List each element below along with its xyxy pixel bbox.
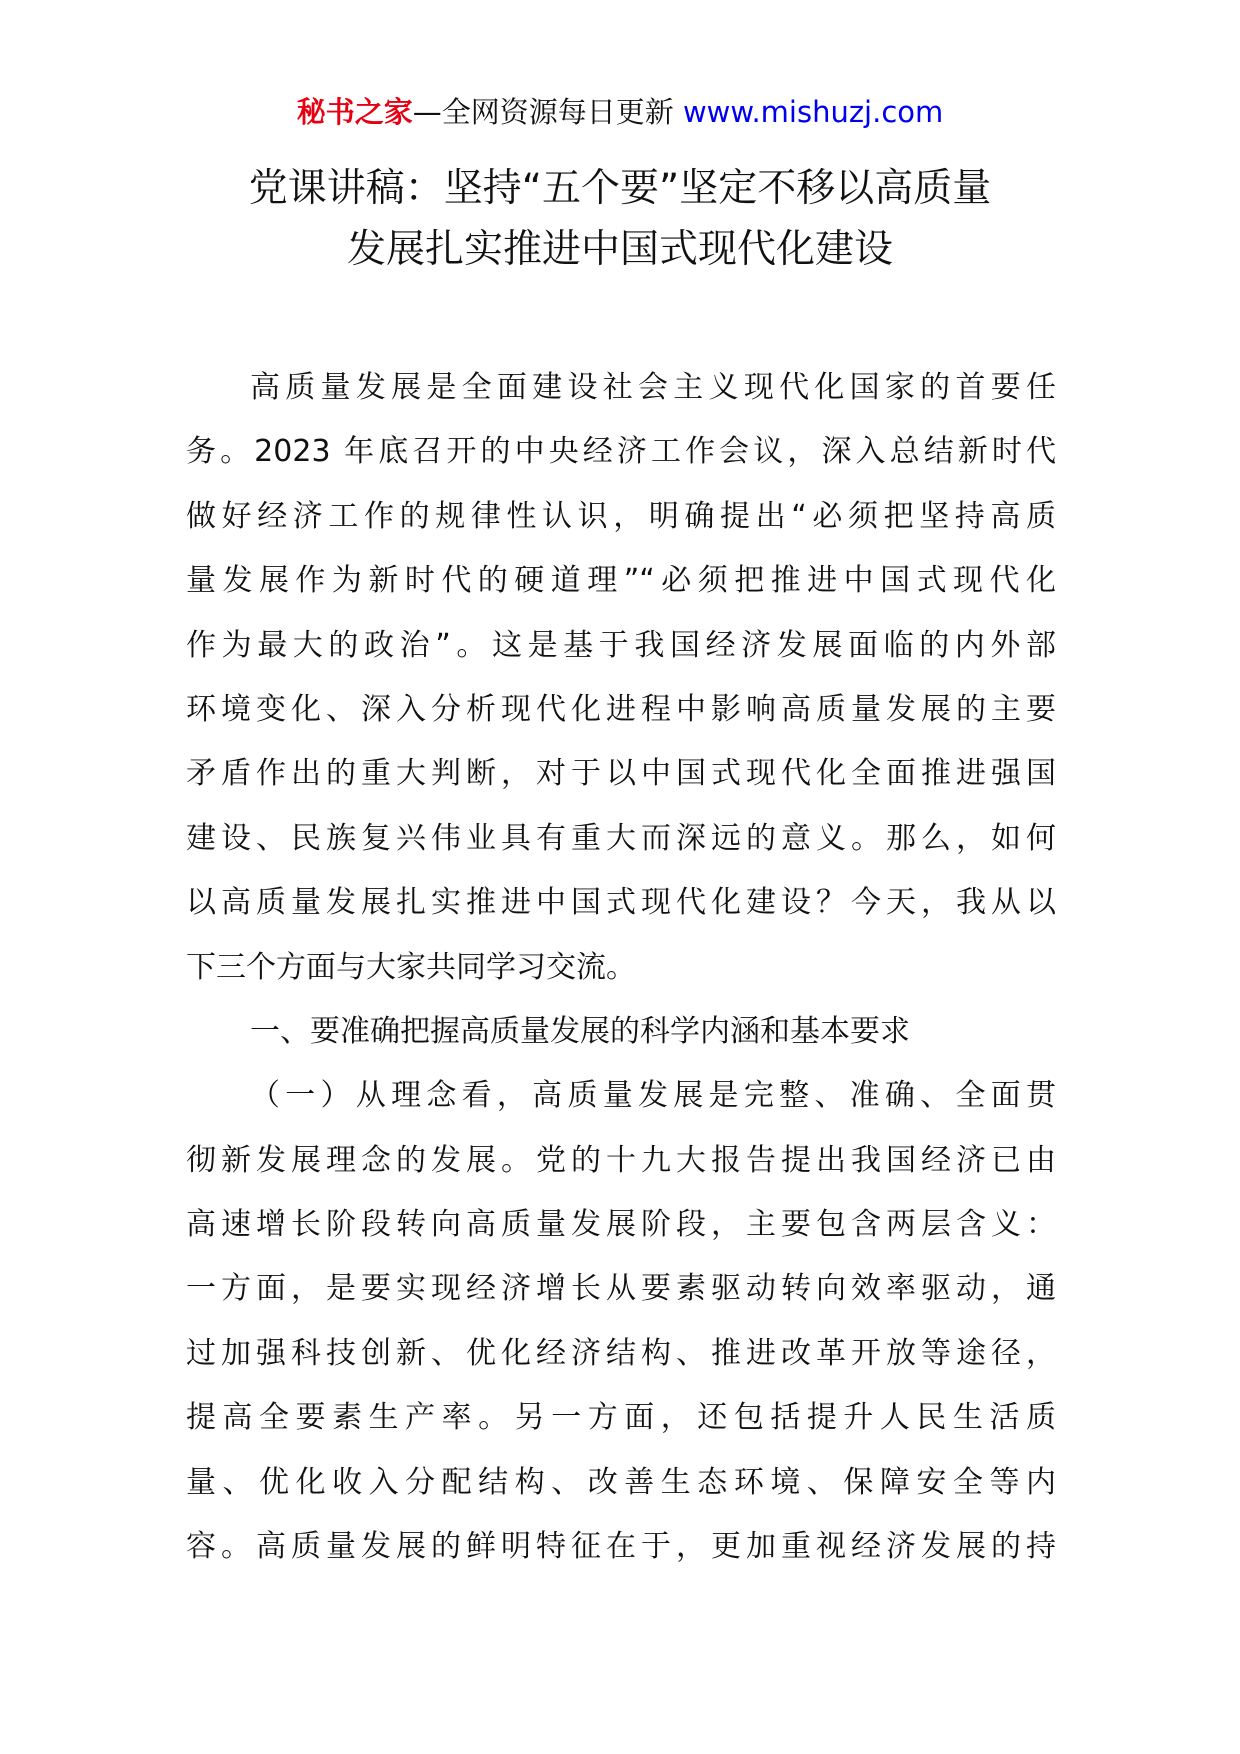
text-line: 量发展作为新时代的硬道理”“必须把推进中国式现代化 xyxy=(186,563,1056,599)
text-line: 过加强科技创新、优化经济结构、推进改革开放等途径， xyxy=(186,1335,1056,1371)
text-line: 矛盾作出的重大判断，对于以中国式现代化全面推进强国 xyxy=(186,756,1056,792)
document-body xyxy=(186,356,1056,1579)
text-line: 以高质量发展扎实推进中国式现代化建设？今天，我从以 xyxy=(186,885,1056,921)
section-heading: 一、要准确把握高质量发展的科学内涵和基本要求 xyxy=(250,1013,910,1049)
title-line: 发展扎实推进中国式现代化建设 xyxy=(346,227,893,272)
header-tagline: —全网资源每日更新 xyxy=(412,95,683,129)
text-line: 做好经济工作的规律性认识，明确提出“必须把坚持高质 xyxy=(186,498,1056,534)
text-line: 环境变化、深入分析现代化进程中影响高质量发展的主要 xyxy=(186,691,1056,727)
text-line: 容。高质量发展的鲜明特征在于，更加重视经济发展的持 xyxy=(186,1529,1056,1565)
title-line: 党课讲稿：坚持“五个要”坚定不移以高质量 xyxy=(248,166,992,211)
document-title xyxy=(160,158,1080,280)
text-line: 高质量发展是全面建设社会主义现代化国家的首要任 xyxy=(250,370,1056,405)
text-line: 量、优化收入分配结构、改善生态环境、保障安全等内 xyxy=(186,1464,1056,1500)
brand-name: 秘书之家 xyxy=(296,95,413,129)
text-line: 彻新发展理念的发展。党的十九大报告提出我国经济已由 xyxy=(186,1142,1056,1178)
site-header xyxy=(0,92,1240,132)
text-line: 一方面，是要实现经济增长从要素驱动转向效率驱动，通 xyxy=(186,1271,1056,1307)
text-line: 高速增长阶段转向高质量发展阶段，主要包含两层含义： xyxy=(186,1207,1056,1243)
text-line: （一）从理念看，高质量发展是完整、准确、全面贯 xyxy=(250,1078,1056,1114)
text-line: 建设、民族复兴伟业具有重大而深远的意义。那么，如何 xyxy=(186,820,1056,856)
text-line: 作为最大的政治”。这是基于我国经济发展面临的内外部 xyxy=(186,627,1056,663)
text-line: 提高全要素生产率。另一方面，还包括提升人民生活质 xyxy=(186,1400,1056,1436)
site-url-link[interactable]: www.mishuzj.com xyxy=(682,95,944,129)
text-line: 下三个方面与大家共同学习交流。 xyxy=(186,949,636,985)
text-line: 务。2023 年底召开的中央经济工作会议，深入总结新时代 xyxy=(186,434,1056,470)
